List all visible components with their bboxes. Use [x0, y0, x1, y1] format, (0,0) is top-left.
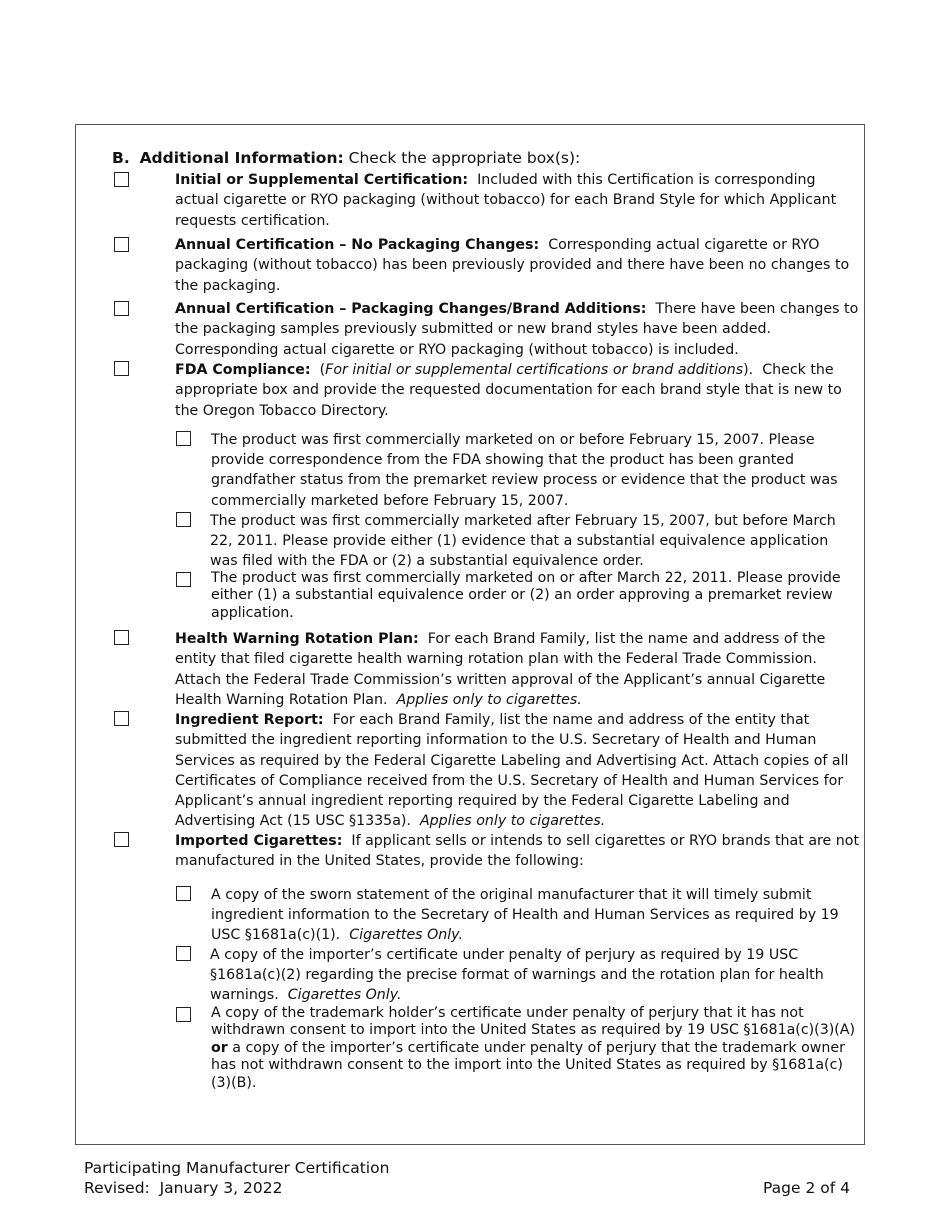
fda-compliance-text: Check the appropriate box and provide the requested documentation for each brand style that is new to the Oregon Tobacco Directory. — [175, 362, 842, 419]
footer-page-number: Page 2 of 4 — [763, 1179, 850, 1197]
import-importer-item — [210, 945, 860, 1006]
fda-compliance-label: FDA Compliance: — [175, 362, 311, 378]
footer-revised: Revised: January 3, 2022 — [84, 1179, 283, 1197]
annual-changes-item — [175, 299, 859, 360]
fda-compliance-scope: For initial or supplemental certifications or brand additions — [325, 362, 744, 378]
annual-no-change-label: Annual Certification – No Packaging Changes: — [175, 237, 540, 253]
annual-no-change-checkbox[interactable] — [114, 237, 129, 252]
fda-before-2007-text: The product was first commercially marketed on or before February 15, 2007. Please provide correspondence from the FDA showing that the product has been granted grandfather status from the premarket review process or evidence that the product was commercially marketed before February 15, 2007. — [211, 432, 838, 509]
initial-certification-text: Included with this Certification is corresponding actual cigarette or RYO packaging (without tobacco) for each Brand Style for which Applicant requests certification. — [175, 172, 837, 229]
fda-after-2011-text: The product was first commercially marketed on or after March 22, 2011. Please provide either (1) a substantial equivalence order or (2) an order approving a premarket review application. — [211, 570, 841, 621]
import-sworn-checkbox[interactable] — [176, 886, 191, 901]
health-warning-note: Applies only to cigarettes. — [396, 691, 582, 708]
fda-paren-close: ). — [743, 362, 754, 378]
fda-compliance-checkbox[interactable] — [114, 361, 129, 376]
fda-before-2007-checkbox[interactable] — [176, 431, 191, 446]
import-trademark-text-b: a copy of the importer’s certificate under penalty of perjury that the trademark owner has not withdrawn consent to the import into the United States as required by §1681a(c)(3)(B). — [211, 1039, 845, 1091]
import-sworn-item — [211, 885, 861, 946]
imported-cigarettes-item — [175, 831, 859, 872]
health-warning-text: For each Brand Family, list the name and address of the entity that filed cigarette health warning rotation plan with the Federal Trade Commission. Attach the Federal Trade Commission’s written approval of the Applicant’s annual Cigarette Health Warning Rotation Plan. — [175, 631, 826, 708]
import-trademark-text-a: A copy of the trademark holder’s certificate under penalty of perjury that it has not withdrawn consent to import into the United States as required by 19 USC §1681a(c)(3)(A) — [211, 1005, 856, 1039]
fda-between-checkbox[interactable] — [176, 512, 191, 527]
import-sworn-text: A copy of the sworn statement of the original manufacturer that it will timely submit ingredient information to the Secretary of Health and Human Services as required by 19 USC §1681a(c)(1). — [211, 887, 839, 944]
section-instruction: Check the appropriate box(s): — [348, 149, 581, 167]
annual-changes-checkbox[interactable] — [114, 301, 129, 316]
ingredient-report-label: Ingredient Report: — [175, 712, 324, 728]
import-trademark-or: or — [211, 1039, 228, 1056]
fda-compliance-item — [175, 360, 859, 421]
ingredient-report-checkbox[interactable] — [114, 711, 129, 726]
health-warning-checkbox[interactable] — [114, 630, 129, 645]
import-sworn-note: Cigarettes Only. — [349, 927, 463, 944]
fda-paren-open: ( — [319, 362, 326, 378]
annual-changes-label: Annual Certification – Packaging Changes/Brand Additions: — [175, 301, 647, 317]
footer-form-name: Participating Manufacturer Certification — [84, 1159, 390, 1177]
ingredient-report-note: Applies only to cigarettes. — [419, 813, 606, 830]
imported-cigarettes-label: Imported Cigarettes: — [175, 833, 343, 849]
fda-after-2011-checkbox[interactable] — [176, 572, 191, 587]
health-warning-item — [175, 629, 859, 710]
section-letter: B. — [112, 149, 130, 167]
initial-certification-item — [175, 170, 859, 231]
ingredient-report-item — [175, 710, 859, 832]
initial-certification-label: Initial or Supplemental Certification: — [175, 172, 469, 188]
imported-cigarettes-checkbox[interactable] — [114, 832, 129, 847]
annual-no-change-item — [175, 235, 859, 296]
section-title: Additional Information: — [139, 149, 344, 167]
section-heading — [112, 148, 580, 168]
fda-between-text: The product was first commercially marketed after February 15, 2007, but before March 22, 2011. Please provide either (1) evidence that a substantial equivalence application was filed with the FDA or (2) a substantial equivalence order. — [210, 513, 836, 570]
import-importer-note: Cigarettes Only. — [287, 987, 402, 1004]
import-trademark-item — [211, 1005, 861, 1092]
annual-no-change-text: Corresponding actual cigarette or RYO packaging (without tobacco) has been previously provided and there have been no changes to the packaging. — [175, 237, 850, 294]
ingredient-report-text: For each Brand Family, list the name and address of the entity that submitted the ingredient reporting information to the U.S. Secretary of Health and Human Services as required by the Federal Cigarette Labeling and Advertising Act. Attach copies of all Certificates of Compliance received from the U.S. Secretary of Health and Human Services for Applicant’s annual ingredient reporting required by the Federal Cigarette Labeling and Advertising Act (15 USC §1335a). — [175, 712, 849, 830]
import-importer-checkbox[interactable] — [176, 946, 191, 961]
import-trademark-checkbox[interactable] — [176, 1007, 191, 1022]
import-importer-text: A copy of the importer’s certificate under penalty of perjury as required by 19 USC §1681a(c)(2) regarding the precise format of warnings and the rotation plan for health warnings. — [210, 947, 824, 1004]
initial-certification-checkbox[interactable] — [114, 172, 129, 187]
health-warning-label: Health Warning Rotation Plan: — [175, 631, 419, 647]
imported-cigarettes-text: If applicant sells or intends to sell cigarettes or RYO brands that are not manufactured in the United States, provide the following: — [175, 833, 860, 870]
annual-changes-text: There have been changes to the packaging samples previously submitted or new brand styles have been added. Corresponding actual cigarette or RYO packaging (without tobacco) is included. — [175, 301, 859, 358]
